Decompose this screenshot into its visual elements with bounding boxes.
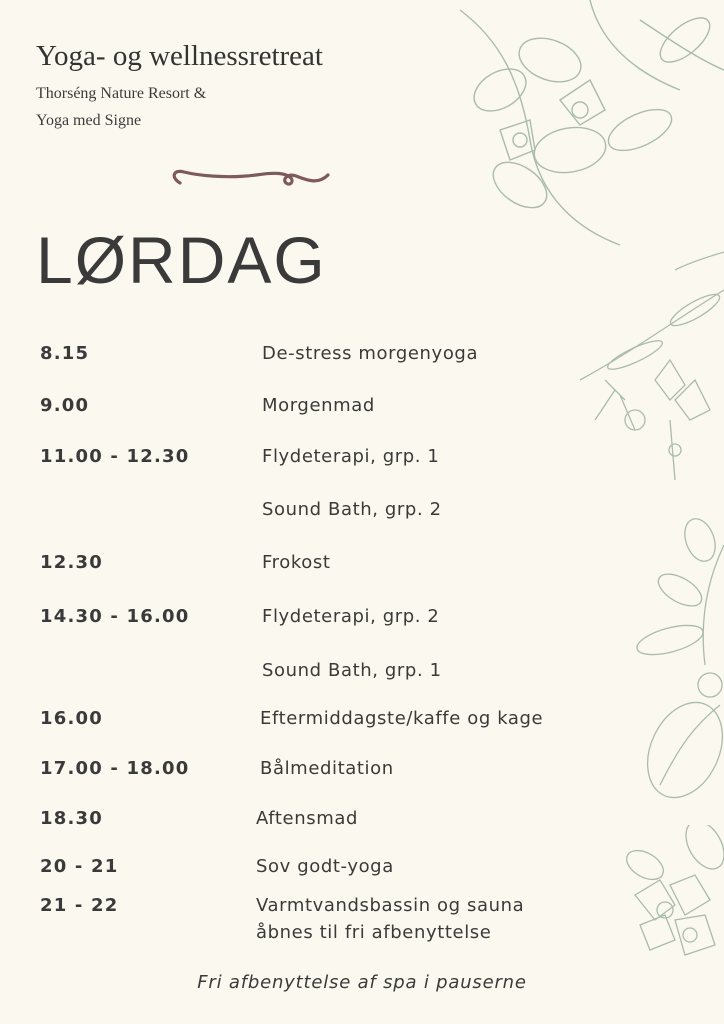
footer-note: Fri afbenyttelse af spa i pauserne	[197, 972, 527, 993]
schedule-time: 18.30	[40, 808, 103, 829]
ornamental-divider	[166, 163, 330, 193]
schedule-activity: Frokost	[262, 552, 331, 573]
retreat-subtitle	[36, 80, 296, 134]
schedule-time: 12.30	[40, 552, 103, 573]
schedule-time: 17.00 - 18.00	[40, 758, 190, 779]
schedule-time: 20 - 21	[40, 856, 119, 877]
schedule-time: 9.00	[40, 395, 90, 416]
schedule-activity: Eftermiddagste/kaffe og kage	[260, 708, 544, 729]
schedule-activity: Sound Bath, grp. 1	[262, 660, 442, 681]
schedule-activity-line-1: Varmtvandsbassin og sauna	[256, 895, 525, 916]
schedule-time: 11.00 - 12.30	[40, 446, 190, 467]
schedule-activity: Bålmeditation	[260, 758, 394, 779]
botanical-illustration-middle	[575, 250, 724, 480]
botanical-illustration-top	[440, 0, 724, 250]
subtitle-line-1: Thorséng Nature Resort &	[36, 85, 207, 102]
schedule-time: 21 - 22	[40, 895, 119, 916]
schedule-activity: Sov godt-yoga	[256, 856, 394, 877]
schedule-time: 8.15	[40, 343, 90, 364]
schedule-activity: Flydeterapi, grp. 2	[262, 606, 440, 627]
schedule-activity: Aftensmad	[256, 808, 359, 829]
schedule-activity-line-2: åbnes til fri afbenyttelse	[256, 922, 492, 943]
retreat-title: Yoga- og wellnessretreat	[36, 40, 323, 72]
schedule-activity	[256, 892, 524, 946]
schedule-activity: Morgenmad	[262, 395, 375, 416]
schedule-activity: Sound Bath, grp. 2	[262, 499, 442, 520]
day-heading: LØRDAG	[36, 223, 327, 297]
schedule-time: 14.30 - 16.00	[40, 606, 190, 627]
botanical-illustration-bottom	[615, 825, 724, 975]
schedule-activity: Flydeterapi, grp. 1	[262, 446, 440, 467]
schedule-activity: De-stress morgenyoga	[262, 343, 479, 364]
schedule-time: 16.00	[40, 708, 103, 729]
subtitle-line-2: Yoga med Signe	[36, 112, 142, 129]
botanical-illustration-lower	[625, 515, 724, 805]
